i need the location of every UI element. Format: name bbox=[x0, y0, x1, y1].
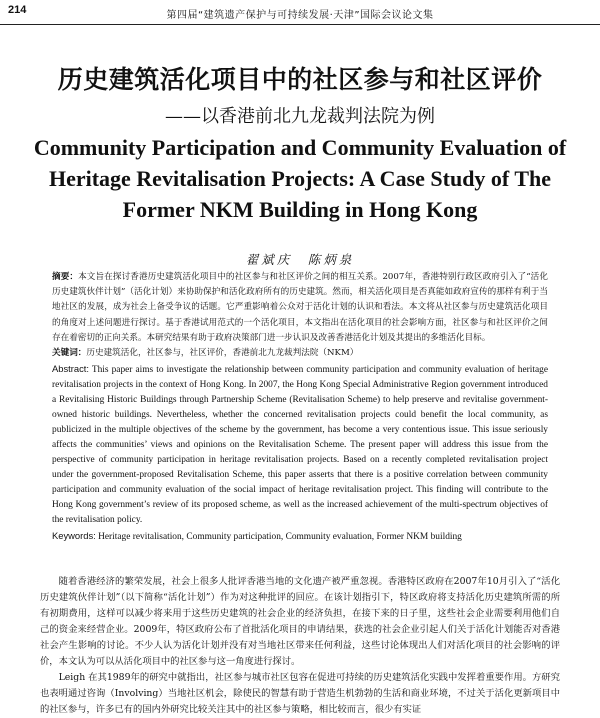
title-chinese: 历史建筑活化项目中的社区参与和社区评价 bbox=[57, 65, 543, 94]
page-number: 214 bbox=[8, 4, 27, 16]
abstract-block bbox=[52, 270, 548, 545]
running-head: 第四届“建筑遗产保护与可持续发展·天津”国际会议论文集 bbox=[166, 10, 434, 21]
body-text bbox=[40, 574, 560, 718]
keywords-chinese bbox=[52, 346, 548, 361]
abstract-english bbox=[52, 361, 548, 528]
subtitle-chinese: ——以香港前北九龙裁判法院为例 bbox=[165, 106, 435, 127]
abstract-cn-label: 摘要： bbox=[52, 272, 79, 282]
keywords-en-text: Heritage revitalisation, Community participation, Community evaluation, Former NKM building bbox=[98, 532, 462, 543]
page-header bbox=[0, 0, 600, 25]
keywords-cn-text: 历史建筑活化，社区参与，社区评价，香港前北九龙裁判法院（NKM） bbox=[86, 348, 359, 359]
keywords-en-label: Keywords: bbox=[52, 530, 96, 542]
body-paragraph-1: 随着香港经济的繁荣发展，社会上很多人批评香港当地的文化遗产被严重忽视。香港特区政府在2007年10月引入了“活化历史建筑伙伴计划”（以下简称“活化计划”）作为对这种批评的回应。在该计划指引下，特区政府将支持活化历史建筑所需的所有初期费用，这样可以减少将来用于这些历史建筑的社会企业的经济负担，在接下来的日子里，这些社会企业需要利用他们自己的资金来经营企业。2009年，特区政府公布了首批活化项目的申请结果，获选的社会企业引起人们关于活化计划能否对香港社会产生影响的讨论。不少人认为活化计划并没有对当地社区带来任何利益，这些讨论体现出人们对活化项目的社会影响的评价，本文认为可以从活化项目中的社区参与这一角度进行探讨。 bbox=[40, 576, 560, 667]
abstract-en-text: This paper aims to investigate the relationship between community participation and community evaluation of heritage revitalisation projects in the context of Hong Kong. In 2007, the Hong Kong Special Administrative Region government introduced a Revitalising Historic Buildings through Partnership Scheme (Revitalisation Scheme) to help preserve and revitalise government-owned historic buildings. Nevertheless, whether the concerned revitalisation projects could benefit the local community, as publicized in the multiple objectives of the scheme by the government, has become a very contentious issue. This issue seriously affects the communities’ views and opinions on the Revitalisation Scheme. The present paper will address this issue from the perspective of community participation in heritage revitalisation projects. Based on a recently completed revitalisation project under the government-proposed Revitalisation Scheme, this paper asserts that there is a positive correlation between community participation and community evaluation of the social impact of heritage revitalisation project. This finding will contribute to the Hong Kong government’s review of its proposed scheme, as well as the increased achievement of the multi-spectrum objectives of the revitalisation policy. bbox=[52, 365, 548, 526]
abstract-cn-text: 本文旨在探讨香港历史建筑活化项目中的社区参与和社区评价之间的相互关系。2007年，香港特别行政区政府引入了“活化历史建筑伙伴计划”（活化计划）来协助保护和活化政府所有的历史建筑。然而，相关活化项目是否真能如政府宣传的那样有利于当地社区的发展，成为社会上备受争议的话题。它严重影响着公众对于活化计划的认识和看法。本文将从社区参与历史建筑活化项目的角度对上述问题进行探讨。基于香港试用范式的一个活化项目，本文指出在活化项目的社会影响方面，社区参与和社区评价之间存在着密切的正向关系。本研究结果有助于政府决策部门进一步认识及改善香港活化计划及其提出的多维活化目标。 bbox=[52, 272, 548, 343]
authors: 翟斌庆 陈炳泉 bbox=[245, 252, 355, 267]
keywords-cn-label: 关键词： bbox=[52, 348, 87, 359]
abstract-chinese bbox=[52, 270, 548, 346]
abstract-en-label: Abstract: bbox=[52, 363, 89, 375]
title-english: Community Participation and Community Evaluation of Heritage Revitalisation Projects: A Case Study of The Former NKM Building in Hong Kong bbox=[33, 135, 567, 222]
keywords-english bbox=[52, 528, 548, 545]
body-paragraph-2: Leigh 在其1989年的研究中就指出，社区参与城市社区包容在促进可持续的历史建筑活化实践中发挥着重要作用。方研究也表明通过咨询（Involving）当地社区机会，除使民的智慧有助于营造生机勃勃的生活和商业环境，不过关于活化更新项目中的社区参与，许多已有的国内外研究比较关注其中的社区参与策略，相比较而言，很少有实证 bbox=[40, 672, 560, 715]
